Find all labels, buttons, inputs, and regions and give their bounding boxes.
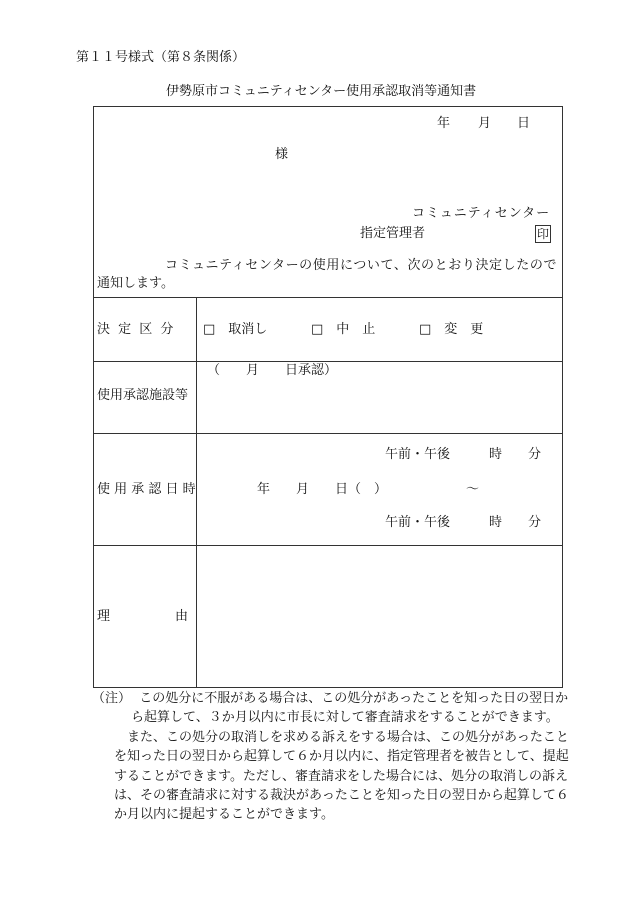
row-divider — [93, 433, 563, 434]
option-change[interactable]: □ 変 更 — [419, 322, 484, 337]
footnote-para2: また、この処分の取消しを求める訴えをする場合は、この処分があったことを知った日の翌日から起算して６か月以内に、指定管理者を被告として、提起することができます。ただし、審査請求をした場合には、処分の取消しの訴えは、その審査請求に対する裁決があったことを知った日の翌日から起算して６か月以内に提起することができます。 — [114, 729, 569, 823]
footnote — [92, 689, 572, 825]
facility-label: 使用承認施設等 — [97, 388, 189, 403]
end-time: 午前・午後 時 分 — [385, 515, 542, 530]
reason-label: 理 由 — [97, 609, 189, 624]
footnote-marker: （注） — [92, 691, 132, 706]
notice-body-line2: 通知します。 — [97, 276, 174, 291]
addressee-suffix: 様 — [275, 147, 289, 162]
seal-mark: 印 — [537, 227, 550, 241]
row-divider — [93, 545, 563, 546]
center-name: コミュニティセンター — [412, 206, 551, 221]
document-title: 伊勢原市コミュニティセンター使用承認取消等通知書 — [166, 84, 477, 99]
date-day: 日 — [517, 116, 531, 131]
row-divider — [93, 297, 563, 298]
notice-body-line1: コミュニティセンターの使用について、次のとおり決定したので — [165, 258, 558, 273]
tilde-separator: ～ — [466, 482, 480, 497]
footnote-para1-text: この処分に不服がある場合は、この処分があったことを知った日の翌日から起算して、３か月以内に市長に対して審査請求をすることができます。 — [131, 691, 569, 726]
usage-date: 年 月 日（ ） — [257, 482, 388, 497]
form-number: 第１１号様式（第８条関係） — [76, 50, 246, 65]
manager-label: 指定管理者 — [360, 226, 426, 241]
start-time: 午前・午後 時 分 — [385, 447, 542, 462]
datetime-label: 使 用 承 認 日 時 — [97, 482, 196, 497]
option-cancel[interactable]: □ 取消し — [203, 322, 268, 337]
column-divider — [196, 297, 197, 688]
approval-date-note: （ 月 日承認） — [207, 363, 338, 378]
footnote-para1 — [92, 689, 572, 728]
row-divider — [93, 361, 563, 362]
date-month: 月 — [478, 116, 492, 131]
date-year: 年 — [437, 116, 451, 131]
decision-label: 決 定 区 分 — [97, 322, 174, 337]
option-suspend[interactable]: □ 中 止 — [311, 322, 376, 337]
